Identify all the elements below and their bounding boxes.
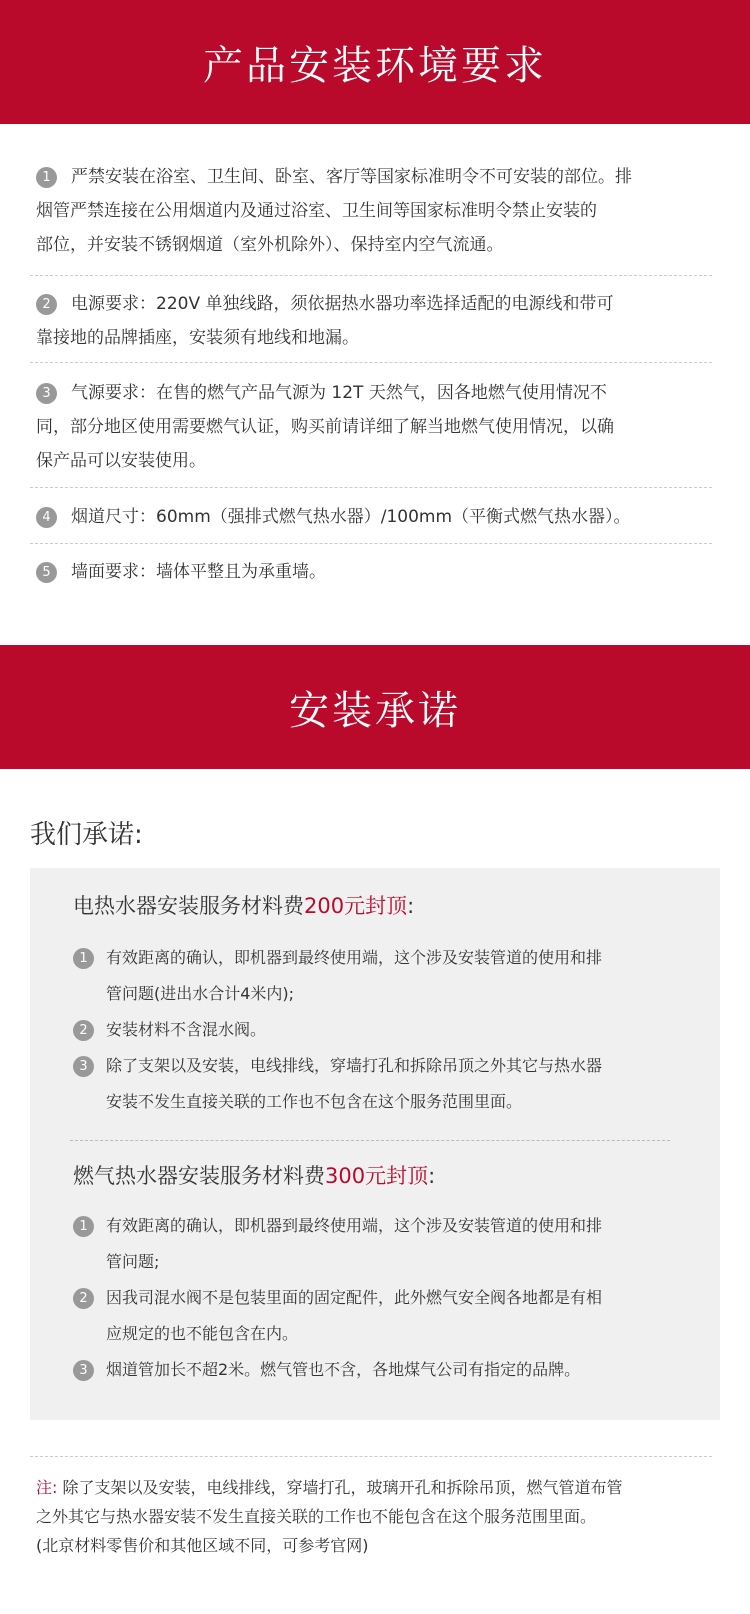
item-text: 安装不发生直接关联的工作也不包含在这个服务范围里面。	[106, 1092, 523, 1111]
dashed-divider	[30, 543, 712, 544]
fee-title-text: 电热水器安装服务材料费	[73, 894, 304, 918]
dashed-divider	[30, 487, 712, 488]
number-badge: 3	[73, 1360, 94, 1381]
requirement-item	[36, 287, 716, 355]
requirement-text: 严禁安装在浴室、卫生间、卧室、客厅等国家标准明令不可安装的部位。排	[71, 167, 632, 187]
item-text: 安装材料不含混水阀。	[106, 1020, 267, 1039]
dashed-divider	[70, 1140, 670, 1141]
requirement-text: 烟管严禁连接在公用烟道内及通过浴室、卫生间等国家标准明令禁止安装的	[36, 201, 597, 221]
requirement-text: 靠接地的品牌插座，安装须有地线和地漏。	[36, 328, 359, 348]
number-badge: 4	[36, 507, 57, 528]
section-banner-environment	[0, 0, 750, 124]
requirement-item	[36, 555, 716, 589]
promise-box	[30, 868, 720, 1420]
number-badge: 2	[73, 1288, 94, 1309]
item-text: 管问题;	[106, 1252, 160, 1271]
dashed-divider	[30, 275, 712, 276]
fee-price: 200元封顶	[304, 894, 408, 918]
note-label: 注:	[36, 1478, 58, 1497]
gas-item	[73, 1280, 683, 1352]
note-text: 之外其它与热水器安装不发生直接关联的工作也不能包含在这个服务范围里面。	[36, 1507, 597, 1526]
requirement-item	[36, 376, 716, 478]
electric-item	[73, 1012, 683, 1048]
number-badge: 1	[73, 1216, 94, 1237]
number-badge: 2	[73, 1020, 94, 1041]
fee-price: 300元封顶	[325, 1164, 429, 1188]
note-text: 除了支架以及安装，电线排线，穿墙打孔，玻璃开孔和拆除吊顶，燃气管道布管	[57, 1478, 623, 1497]
item-text: 因我司混水阀不是包装里面的固定配件，此外燃气安全阀各地都是有相	[106, 1288, 603, 1307]
number-badge: 2	[36, 294, 57, 315]
item-text: 除了支架以及安装，电线排线，穿墙打孔和拆除吊顶之外其它与热水器	[106, 1056, 603, 1075]
gas-item	[73, 1352, 683, 1388]
requirement-text: 同，部分地区使用需要燃气认证，购买前请详细了解当地燃气使用情况，以确	[36, 417, 614, 437]
electric-item	[73, 1048, 683, 1120]
item-text: 有效距离的确认，即机器到最终使用端，这个涉及安装管道的使用和排	[106, 948, 603, 967]
requirement-text: 墙面要求：墙体平整且为承重墙。	[71, 562, 326, 582]
item-text: 烟道管加长不超2米。燃气管也不含，各地煤气公司有指定的品牌。	[106, 1360, 581, 1379]
fee-title-colon: :	[407, 894, 415, 918]
electric-item	[73, 940, 683, 1012]
requirement-text: 电源要求：220V 单独线路，须依据热水器功率选择适配的电源线和带可	[71, 294, 614, 314]
number-badge: 3	[36, 383, 57, 404]
fee-title-colon: :	[428, 1164, 436, 1188]
dashed-divider	[30, 362, 712, 363]
promise-heading: 我们承诺:	[30, 820, 143, 850]
fee-title-text: 燃气热水器安装服务材料费	[73, 1164, 325, 1188]
item-text: 应规定的也不能包含在内。	[106, 1324, 299, 1343]
requirement-text: 保产品可以安装使用。	[36, 451, 206, 471]
note-text: (北京材料零售价和其他区域不同，可参考官网)	[36, 1536, 369, 1555]
requirement-text: 气源要求：在售的燃气产品气源为 12T 天然气，因各地燃气使用情况不	[71, 383, 607, 403]
section-title: 安装承诺	[289, 687, 461, 734]
section-title: 产品安装环境要求	[203, 42, 547, 89]
number-badge: 1	[73, 948, 94, 969]
item-text: 管问题(进出水合计4米内);	[106, 984, 295, 1003]
number-badge: 5	[36, 562, 57, 583]
requirement-item	[36, 500, 716, 534]
section-banner-promise	[0, 645, 750, 769]
number-badge: 3	[73, 1056, 94, 1077]
requirement-text: 部位，并安装不锈钢烟道（室外机除外）、保持室内空气流通。	[36, 235, 504, 255]
gas-fee-title	[73, 1160, 435, 1190]
dashed-divider	[30, 1456, 712, 1457]
footnote	[36, 1473, 726, 1560]
electric-fee-title	[73, 890, 414, 920]
number-badge: 1	[36, 167, 57, 188]
item-text: 有效距离的确认，即机器到最终使用端，这个涉及安装管道的使用和排	[106, 1216, 603, 1235]
gas-item	[73, 1208, 683, 1280]
requirement-text: 烟道尺寸：60mm（强排式燃气热水器）/100mm（平衡式燃气热水器）。	[71, 507, 631, 527]
requirement-item	[36, 160, 716, 262]
